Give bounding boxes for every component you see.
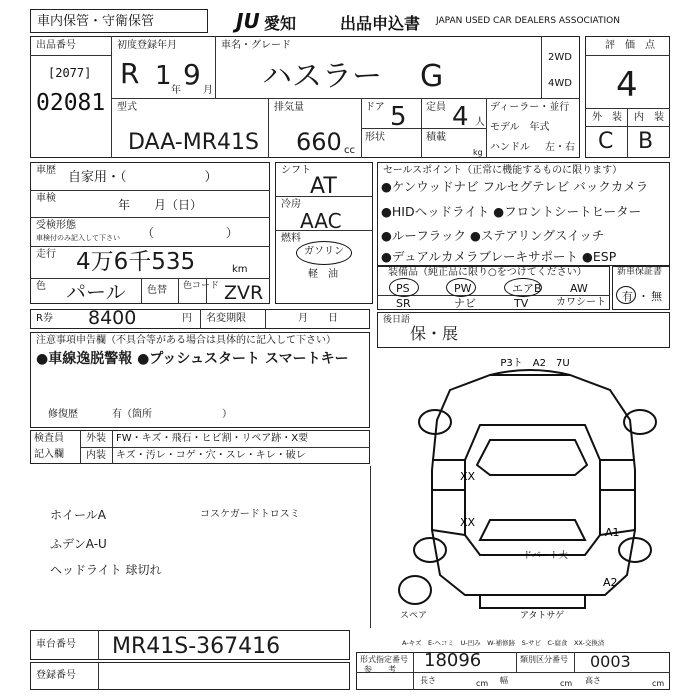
drive-2wd: 2WD xyxy=(548,52,572,63)
capacity-value: 4 xyxy=(452,102,469,132)
car-name-label: 車名・グレード xyxy=(221,40,291,51)
rear-notes-label: 後日語 xyxy=(383,315,411,325)
car-damage-diagram xyxy=(395,350,685,620)
notes-label: 注意事項申告欄（不具合等がある場合は具体的に記入して下さい） xyxy=(36,335,336,346)
inspection-value: 年 月（日） xyxy=(118,198,203,212)
type-spec-value: 18096 xyxy=(424,650,482,671)
chassis-label: 車台番号 xyxy=(36,639,76,650)
length-label: 長さ xyxy=(420,676,436,685)
equip-ps-circle xyxy=(389,278,419,297)
org-name: 愛知 xyxy=(264,14,297,33)
fuel-alt: 軽 油 xyxy=(308,269,338,280)
damage-legend: A-キズ E-ヘコミ U-凹み W-補修跡 S-サビ C-腐食 XX-交換済 xyxy=(402,639,605,647)
mileage-unit: km xyxy=(232,264,248,275)
diagram-interior-note: ドバート大 xyxy=(523,551,568,561)
equipment-label: 装備品（純正品に限り○をつけてください） xyxy=(388,267,587,278)
ju-logo: JU xyxy=(236,9,260,33)
inspector-comment-2: ふデンA-U xyxy=(50,537,107,551)
registration-label: 初度登録年月 xyxy=(117,40,177,51)
width-label: 幅 xyxy=(500,676,508,685)
inspector-label-2: 記入欄 xyxy=(34,449,64,460)
warranty-label: 新車保証書 xyxy=(617,267,663,277)
equip-ps: PS xyxy=(396,282,410,295)
diagram-a2: A2 xyxy=(603,576,618,589)
equip-navi: ナビ xyxy=(454,297,476,310)
mileage-value: 4万6千535 xyxy=(76,249,196,275)
fuel-label: 燃料 xyxy=(281,233,301,244)
model-value: DAA-MR41S xyxy=(128,130,259,155)
registration-era: R xyxy=(120,57,140,90)
color-label: 色 xyxy=(36,281,46,292)
acceptance-value: （ ） xyxy=(142,226,239,240)
chassis-value: MR41S-367416 xyxy=(112,634,281,659)
evaluation-score: 4 xyxy=(616,65,638,105)
inspector-exterior-line: 外装 xyxy=(86,433,106,444)
diagram-xx-1: XX xyxy=(460,470,476,483)
class-label: 類別区分番号 xyxy=(520,655,568,664)
ac-label: 冷房 xyxy=(281,199,301,210)
load-label: 積載 xyxy=(426,132,446,143)
inspector-side-comment: コスケガードトロスミ xyxy=(200,509,300,520)
load-unit: kg xyxy=(473,148,483,157)
ac-value: AAC xyxy=(300,209,342,233)
sales-points-label: セールスポイント（正常に機能するものに限ります） xyxy=(383,165,623,176)
displacement-unit: cc xyxy=(344,145,355,156)
equip-pw: PW xyxy=(454,282,472,295)
interior-label: 内 装 xyxy=(634,112,664,123)
evaluation-label: 評 価 点 xyxy=(605,40,655,51)
color-swap-label: 色替 xyxy=(147,285,167,296)
notes-line-1: ●車線逸脱警報 ●プッシュスタート スマートキー xyxy=(36,351,349,367)
height-unit: cm xyxy=(652,679,665,688)
registration-month: 9 xyxy=(183,58,201,91)
exterior-label: 外 装 xyxy=(592,112,622,123)
interior-grade: B xyxy=(638,129,654,154)
displacement-value: 660 xyxy=(296,128,342,156)
color-code-value: ZVR xyxy=(224,282,264,304)
capacity-label: 定員 xyxy=(426,102,446,113)
inspector-comment-3: ヘッドライト 球切れ xyxy=(50,563,162,577)
mileage-label: 走行 xyxy=(36,249,56,260)
equip-pw-circle xyxy=(446,278,476,297)
warranty-sep: ・ xyxy=(638,290,649,303)
car-grade-value: G xyxy=(420,59,444,94)
equip-tv: TV xyxy=(514,297,529,310)
doors-label: ドア xyxy=(365,102,385,113)
plate-label: 登録番号 xyxy=(36,670,76,681)
sales-point-4: ●デュアルカメラブレーキサポート ●ESP xyxy=(381,249,617,264)
registration-year: 1 xyxy=(155,61,172,91)
name-change-value: 月 日 xyxy=(298,313,338,324)
association-name: JAPAN USED CAR DEALERS ASSOCIATION xyxy=(436,16,620,26)
year-unit: 年 xyxy=(171,85,181,96)
diagram-bottom-note: アタトサゲ xyxy=(520,611,565,620)
capacity-unit: 人 xyxy=(475,117,485,128)
exterior-grade: C xyxy=(598,129,614,154)
handle-options: 左・右 xyxy=(545,142,575,153)
model-label: 型式 xyxy=(117,102,137,113)
month-unit: 月 xyxy=(203,85,213,96)
type-spec-label: 形式指定番号 xyxy=(360,655,408,664)
recycle-label: R券 xyxy=(36,313,53,324)
height-label: 高さ xyxy=(585,676,601,685)
recycle-value: 8400 xyxy=(88,307,137,329)
equip-aw: AW xyxy=(570,282,588,295)
acceptance-label: 受検形態 xyxy=(36,220,76,231)
recycle-unit: 円 xyxy=(182,313,192,324)
equip-airbag-circle xyxy=(504,278,542,297)
plate-box xyxy=(30,662,350,690)
lot-label: 出品番号 xyxy=(36,40,76,51)
diagram-top-note: P3ト A2 7U xyxy=(500,358,570,369)
equip-seat: カワシート xyxy=(556,297,606,308)
width-unit: cm xyxy=(560,679,573,688)
warranty-none: 無 xyxy=(651,290,662,303)
diagram-xx-2: XX xyxy=(460,516,476,529)
color-code-label: 色コード xyxy=(183,281,220,291)
inspector-interior-line: 内装 xyxy=(86,450,106,461)
storage-box xyxy=(30,9,208,33)
inspector-exterior-items: FW・キズ・飛石・ヒビ割・リペア跡・X要 xyxy=(116,433,309,444)
shift-label: シフト xyxy=(281,165,311,176)
repair-label: 修復歴 xyxy=(48,409,78,420)
displacement-label: 排気量 xyxy=(274,102,304,113)
fuel-value: ガソリン xyxy=(304,246,344,257)
shift-value: AT xyxy=(310,174,337,199)
storage-label: 車内保管・守衛保管 xyxy=(37,14,155,29)
warranty-circle xyxy=(616,286,636,304)
lot-small-number: [2077] xyxy=(48,66,92,80)
inspection-label: 車検 xyxy=(36,193,56,204)
name-change-label: 名変期限 xyxy=(206,313,246,324)
warranty-has: 有 xyxy=(622,290,633,303)
model-year-label: モデル 年式 xyxy=(490,122,550,133)
length-unit: cm xyxy=(476,679,489,688)
sales-point-2: ●HIDヘッドライト ●フロントシートヒーター xyxy=(381,204,642,219)
sales-point-1: ●ケンウッドナビ フルセグテレビ バックカメラ xyxy=(381,179,649,194)
class-value: 0003 xyxy=(590,652,631,671)
dealer-label: ディーラー・並行 xyxy=(490,102,570,113)
rear-notes-value: 保・展 xyxy=(410,324,459,343)
car-name-value: ハスラー xyxy=(262,59,382,94)
history-label: 車歴 xyxy=(36,165,56,176)
history-value: 自家用・（ ） xyxy=(68,170,218,185)
equip-airbag: エアB xyxy=(512,282,542,295)
color-value: パール xyxy=(66,280,126,304)
handle-label: ハンドル xyxy=(490,142,530,153)
type-spec-label-2: 参 考 xyxy=(364,665,396,674)
inspector-comment-1: ホイールA xyxy=(50,508,106,522)
lot-number: 02081 xyxy=(36,90,106,116)
inspector-interior-items: キズ・汚レ・コゲ・穴・スレ・キレ・破レ xyxy=(116,450,306,461)
form-title: 出品申込書 xyxy=(340,14,421,33)
spare-label: スペア xyxy=(400,611,428,621)
diagram-a1: A1 xyxy=(605,526,620,539)
acceptance-note: 車検付のみ記入して下さい xyxy=(36,234,120,242)
sales-point-3: ●ルーフラック ●ステアリングスイッチ xyxy=(381,228,605,243)
inspector-label-1: 検査員 xyxy=(34,433,64,444)
doors-value: 5 xyxy=(390,102,407,132)
equip-sr: SR xyxy=(396,297,411,310)
drive-4wd: 4WD xyxy=(548,78,572,89)
repair-value: 有（箇所 ） xyxy=(112,409,232,420)
shape-label: 形状 xyxy=(365,132,385,143)
